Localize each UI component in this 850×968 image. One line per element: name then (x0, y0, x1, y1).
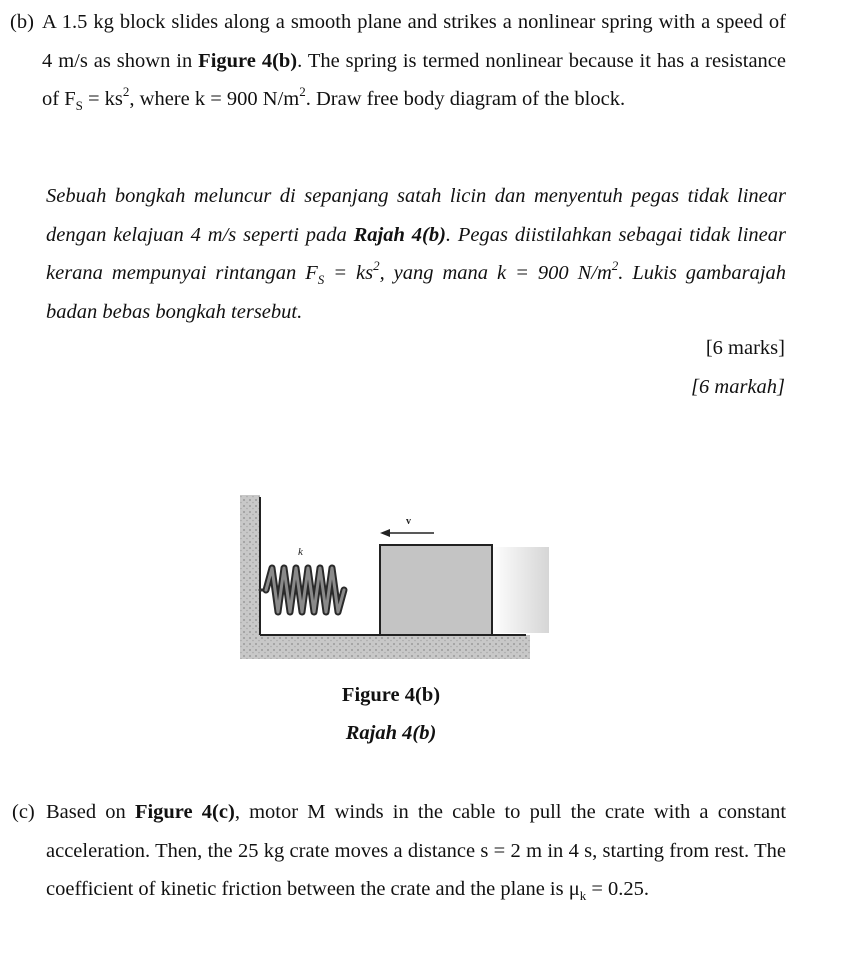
question-b-text-en: A 1.5 kg block slides along a smooth plane and strikes a nonlinear spring with a speed of 4 m/s as shown in Figure 4(b). The spring is termed nonlinear because it has a resistance of $F_S = ks^2$, where k = 900 $N/m^2$. Draw free body diagram of the block. (42, 11, 786, 114)
wall (240, 495, 260, 645)
figure-caption-ms: Rajah 4(b) (345, 722, 437, 744)
marks-ms: [6 markah] (691, 376, 785, 398)
marks-en: [6 marks] (705, 337, 785, 359)
figure-4b (236, 492, 552, 664)
question-b (10, 3, 786, 119)
question-c-label: (c) (12, 801, 35, 823)
question-c-text: Based on Figure 4(c), motor M winds in the cable to pull the crate with a constant acceleration. Then, the 25 kg crate moves a distance s = 2 m in 4 s, starting from rest. The coefficient of kinetic friction between the crate and the plane is $\mu_k = 0.25$. (46, 801, 787, 904)
question-b-text-ms: Sebuah bongkah meluncur di sepanjang satah licin dan menyentuh pegas tidak linear dengan kelajuan 4 m/s seperti pada Rajah 4(b). Pegas diistilahkan sebagai tidak linear kerana mempunyai rintangan $F_S = ks^2$, yang mana k = 900 $N/m^2$. Lukis gambarajah badan bebas bongkah tersebut. (46, 185, 787, 323)
spring (260, 568, 344, 612)
ground (240, 635, 530, 659)
velocity-arrowhead (380, 529, 390, 537)
spring-label: k (298, 546, 303, 558)
figure-caption-en: Figure 4(b) (341, 684, 441, 706)
velocity-label: v (406, 516, 411, 527)
figure-reference-c: Figure 4(c) (134, 801, 235, 823)
block (380, 545, 492, 635)
question-b-label: (b) (10, 11, 34, 33)
figure-reference: Figure 4(b) (198, 49, 298, 72)
question-c (12, 793, 786, 909)
figure-4b-drawing (236, 492, 552, 664)
figure-reference-ms: Rajah 4(b) (353, 223, 446, 246)
